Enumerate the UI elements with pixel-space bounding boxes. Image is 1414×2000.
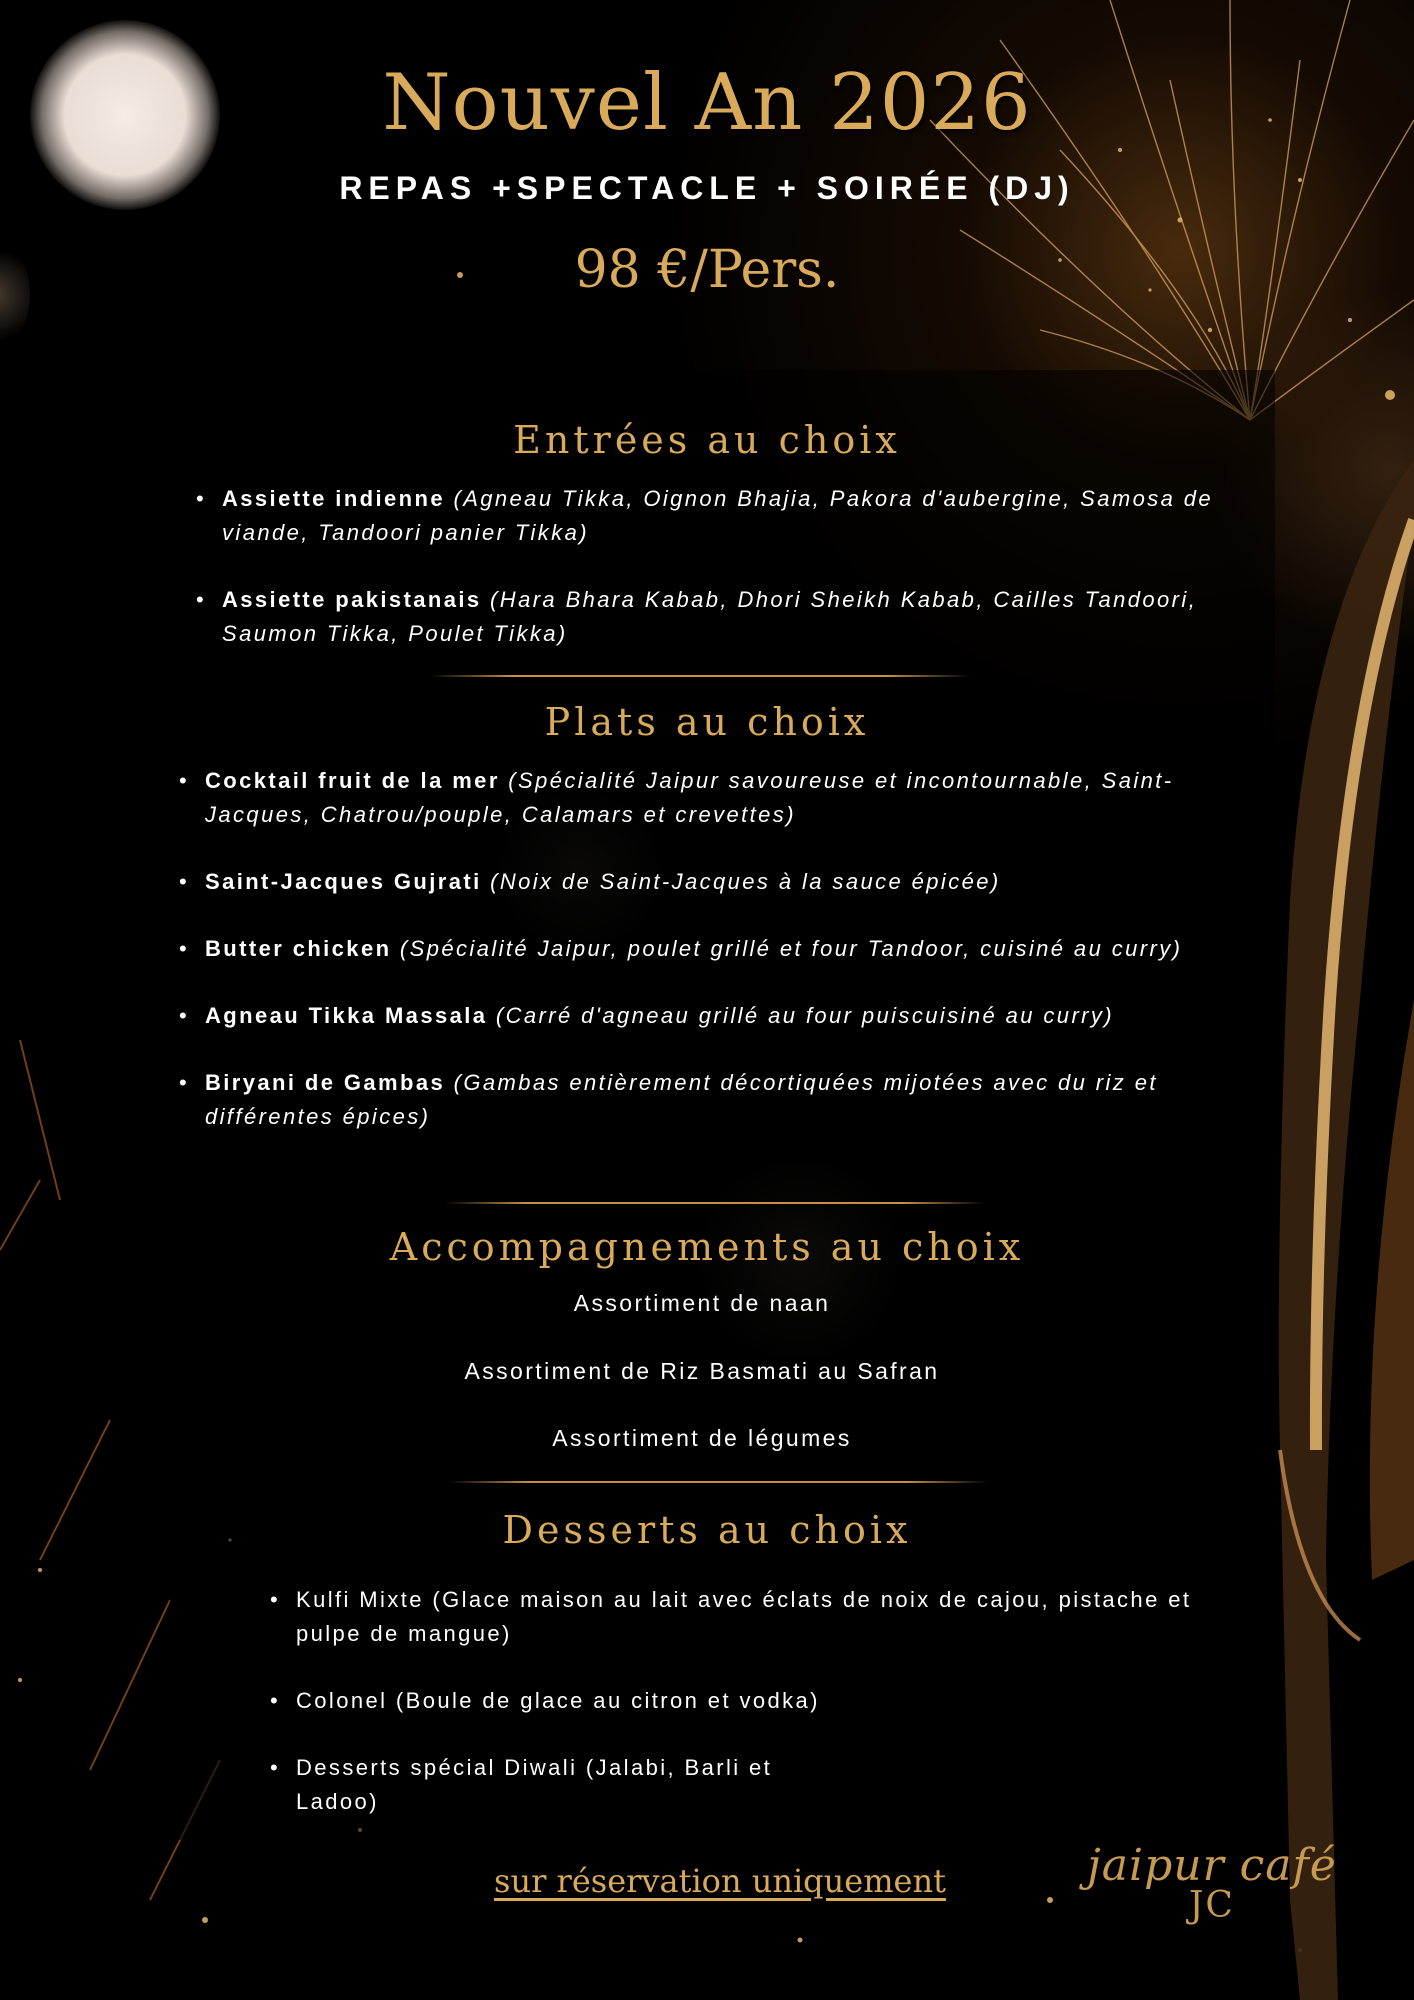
page-title: Nouvel An 2026 bbox=[382, 58, 1032, 148]
item-description: (Hara Bhara Kabab, Dhori Sheikh Kabab, Cailles Tandoori, Saumon Tikka, Poulet Tikka) bbox=[222, 587, 1198, 646]
item-description: (Noix de Saint-Jacques à la sauce épicée) bbox=[481, 869, 1001, 894]
list-item bbox=[205, 932, 1250, 966]
item-name: Agneau Tikka Massala bbox=[205, 1003, 488, 1028]
list-item: • Kulfi Mixte (Glace maison au lait avec éclats de noix de cajou, pistache et pulpe de mangue) bbox=[296, 1583, 1216, 1651]
item-name: Saint-Jacques Gujrati bbox=[205, 869, 482, 894]
price-label: 98 €/Pers. bbox=[574, 240, 840, 300]
list-item bbox=[205, 865, 1250, 899]
section-divider bbox=[430, 675, 970, 677]
section-title-desserts: Desserts au choix bbox=[502, 1508, 912, 1552]
item-description: (Agneau Tikka, Oignon Bhajia, Pakora d'aubergine, Samosa de viande, Tandoori panier Tikka) bbox=[222, 486, 1214, 545]
list-item: Assortiment de Riz Basmati au Safran bbox=[464, 1358, 940, 1384]
logo-text: jaipur café bbox=[1087, 1840, 1337, 1891]
page-subtitle: REPAS +SPECTACLE + SOIRÉE (DJ) bbox=[339, 170, 1075, 206]
list-item: Assortiment de naan bbox=[573, 1290, 831, 1316]
list-item: Assortiment de légumes bbox=[552, 1425, 852, 1451]
reservation-link[interactable]: sur réservation uniquement bbox=[494, 1862, 946, 1900]
item-name: Assiette pakistanais bbox=[222, 587, 482, 612]
section-divider bbox=[445, 1202, 985, 1204]
list-item bbox=[222, 583, 1222, 651]
item-name: Assiette indienne bbox=[222, 486, 445, 511]
section-title-accompagnements: Accompagnements au choix bbox=[389, 1225, 1025, 1269]
section-divider bbox=[448, 1481, 988, 1483]
item-description: (Spécialité Jaipur, poulet grillé et four Tandoor, cuisiné au curry) bbox=[391, 936, 1183, 961]
logo-monogram: JC bbox=[1189, 1885, 1235, 1926]
plats-list bbox=[205, 764, 1250, 1167]
item-name: Cocktail fruit de la mer bbox=[205, 768, 500, 793]
item-name: Butter chicken bbox=[205, 936, 392, 961]
item-description: (Carré d'agneau grillé au four puiscuisiné au curry) bbox=[487, 1003, 1115, 1028]
section-title-entrees: Entrées au choix bbox=[513, 418, 901, 462]
entrees-list bbox=[222, 482, 1222, 684]
list-item: • Colonel (Boule de glace au citron et vodka) bbox=[296, 1684, 1216, 1718]
list-item bbox=[205, 999, 1250, 1033]
list-item bbox=[222, 482, 1222, 550]
item-description: (Gambas entièrement décortiquées mijotées avec du riz et différentes épices) bbox=[205, 1070, 1158, 1129]
list-item bbox=[205, 1066, 1250, 1134]
restaurant-logo bbox=[1082, 1840, 1342, 1926]
item-name: Biryani de Gambas bbox=[205, 1070, 446, 1095]
list-item bbox=[205, 764, 1250, 832]
desserts-list bbox=[296, 1583, 1216, 1852]
item-description: (Spécialité Jaipur savoureuse et incontournable, Saint-Jacques, Chatrou/pouple, Calamars et crevettes) bbox=[205, 768, 1174, 827]
list-item: • Desserts spécial Diwali (Jalabi, Barli et Ladoo) bbox=[296, 1751, 856, 1819]
section-title-plats: Plats au choix bbox=[544, 700, 870, 744]
